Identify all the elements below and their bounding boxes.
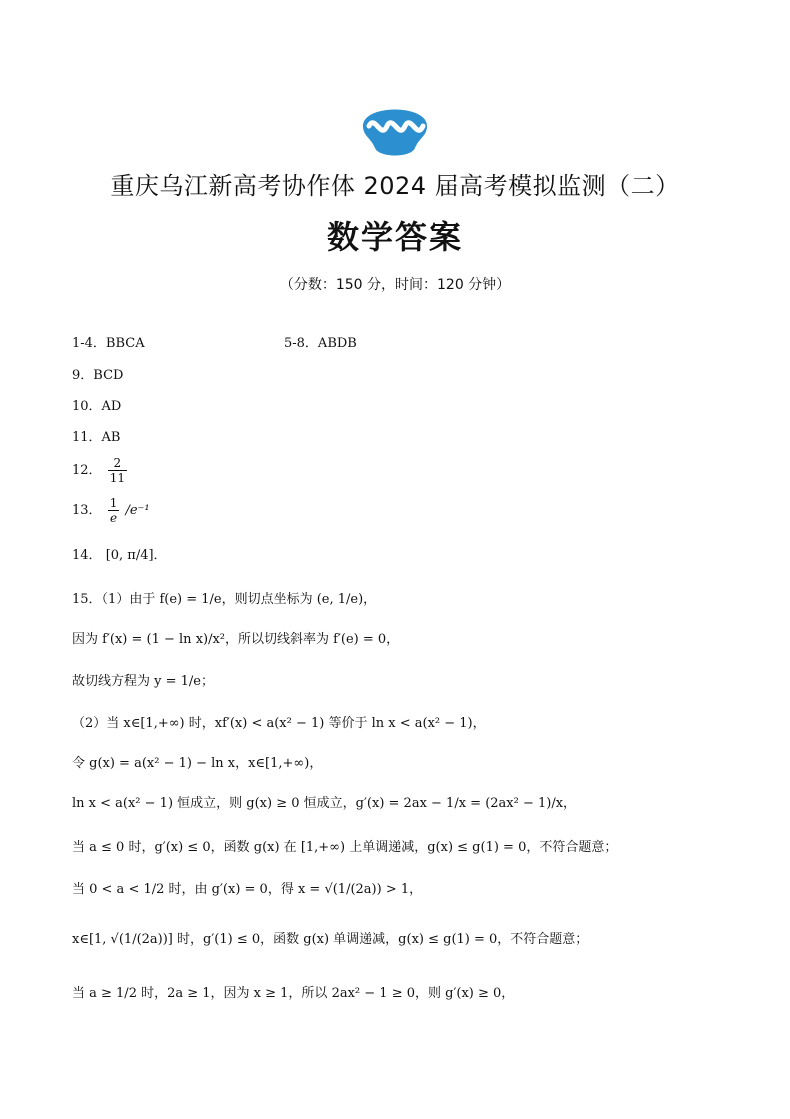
solution-15-line-1: 15．（1）由于 f(e) = 1/e，则切点坐标为 (e, 1/e)， — [72, 592, 377, 607]
answer-12-label: 12． — [72, 463, 102, 478]
fraction-denominator: 11 — [109, 471, 125, 485]
answer-12-fraction — [108, 456, 127, 485]
solution-15-line-4: （2）当 x∈[1,+∞) 时，xf′(x) < a(x² − 1) 等价于 ln x < a(x² − 1)， — [72, 716, 486, 731]
answer-5-8: 5-8．ABDB — [284, 336, 357, 351]
answer-1-4: 1-4．BBCA — [72, 336, 145, 351]
answer-12 — [72, 456, 129, 485]
solution-15-line-6: ln x < a(x² − 1) 恒成立，则 g(x) ≥ 0 恒成立，g′(x) = 2ax − 1/x = (2ax² − 1)/x， — [72, 796, 577, 811]
answer-13-fraction — [108, 496, 120, 525]
exam-meta: （分数：150 分，时间：120 分钟） — [279, 277, 511, 293]
solution-15-line-5: 令 g(x) = a(x² − 1) − ln x，x∈[1,+∞)， — [72, 756, 323, 771]
answer-10: 10．AD — [72, 399, 122, 414]
answer-14 — [72, 544, 167, 563]
fraction-numerator: 2 — [108, 456, 127, 471]
solution-15-line-10: 当 a ≥ 1/2 时，2a ≥ 1，因为 x ≥ 1，所以 2ax² − 1 ≥ 0，则 g′(x) ≥ 0， — [72, 986, 515, 1001]
solution-15-line-3: 故切线方程为 y = 1/e； — [72, 674, 214, 689]
answers-1-8 — [72, 332, 357, 351]
answer-13 — [72, 496, 150, 525]
fraction-numerator: 1 — [109, 496, 118, 510]
exam-title: 重庆乌江新高考协作体 2024 届高考模拟监测（二） — [110, 172, 680, 200]
answer-11: 11．AB — [72, 430, 121, 445]
solution-15-line-7: 当 a ≤ 0 时，g′(x) ≤ 0，函数 g(x) 在 [1,+∞) 上单调递减，g(x) ≤ g(1) = 0，不符合题意； — [72, 840, 618, 855]
solution-15-line-8: 当 0 < a < 1/2 时，由 g′(x) = 0，得 x = √(1/(2a)) > 1， — [72, 882, 423, 897]
solution-15-line-9: x∈[1, √(1/(2a))] 时，g′(1) ≤ 0，函数 g(x) 单调递减，g(x) ≤ g(1) = 0，不符合题意； — [72, 932, 589, 947]
answer-9: 9．BCD — [72, 368, 124, 383]
school-logo — [355, 96, 435, 160]
answer-13-alt: /e⁻¹ — [125, 503, 150, 518]
answer-13-label: 13． — [72, 503, 102, 518]
answer-14-interval: [0, π/4]． — [105, 548, 167, 563]
answer-heading: 数学答案 — [326, 218, 463, 256]
fraction-denominator: e — [109, 511, 118, 525]
answer-14-label: 14． — [72, 548, 102, 563]
solution-15-line-2: 因为 f′(x) = (1 − ln x)/x²，所以切线斜率为 f′(e) = 0， — [72, 632, 400, 647]
